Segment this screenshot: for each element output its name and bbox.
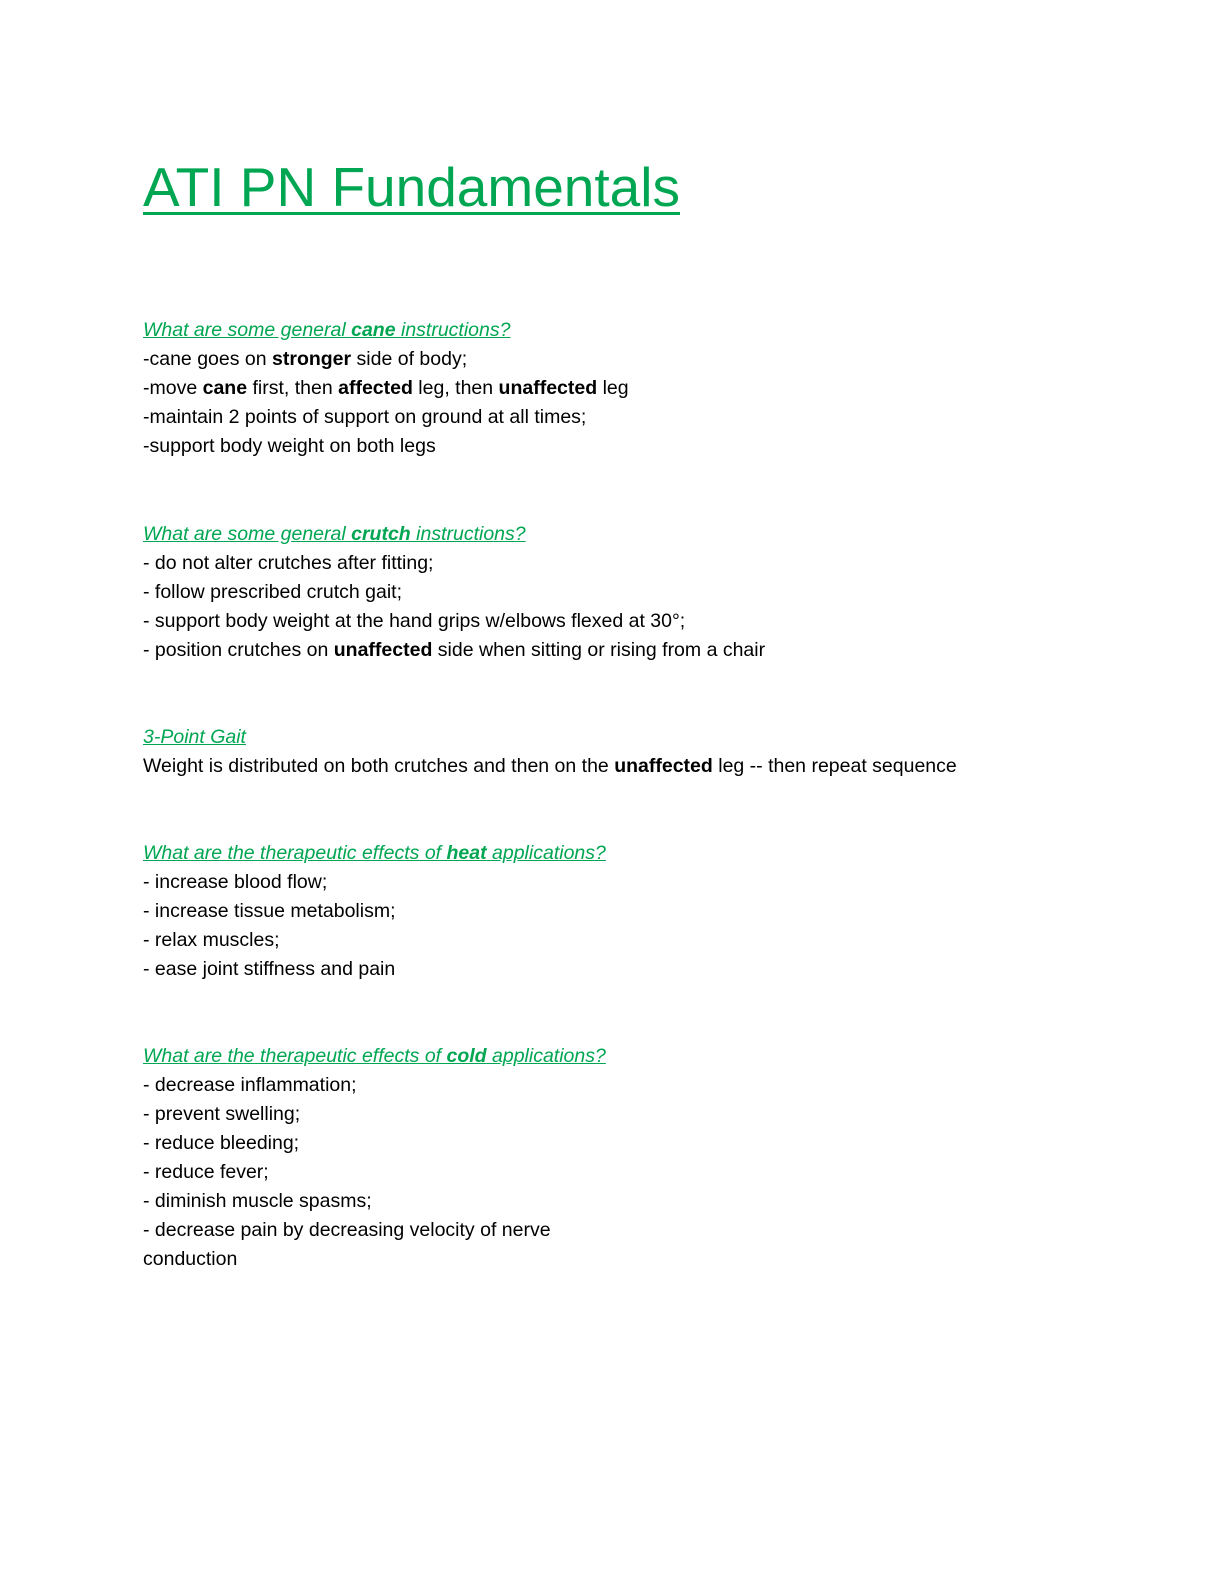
bold-text: unaffected <box>614 755 713 777</box>
list-item <box>143 1216 1143 1245</box>
page-title: ATI PN Fundamentals <box>143 156 680 218</box>
text-run: What are some general <box>143 319 352 341</box>
text-run: -move <box>143 377 203 399</box>
text-run: leg, then <box>412 377 499 399</box>
text-run: first, then <box>247 377 339 399</box>
bold-text: heat <box>446 842 487 864</box>
text-run: - position crutches on <box>143 639 334 661</box>
list-item <box>143 1071 1143 1100</box>
list-item <box>143 432 1143 461</box>
text-run: - prevent swelling; <box>143 1103 301 1125</box>
bold-text: crutch <box>351 523 411 545</box>
bold-text: cane <box>202 377 248 399</box>
section-cold <box>143 1042 1143 1274</box>
text-run: side of body; <box>351 348 468 370</box>
text-run: 3-Point Gait <box>143 726 246 748</box>
list-item <box>143 607 1143 636</box>
text-run: - decrease inflammation; <box>143 1074 357 1096</box>
list-item <box>143 636 1143 665</box>
list-item <box>143 926 1143 955</box>
list-item <box>143 549 1143 578</box>
text-run: - diminish muscle spasms; <box>143 1190 372 1212</box>
text-run: - relax muscles; <box>143 929 280 951</box>
text-run: What are the therapeutic effects of <box>143 842 447 864</box>
section-body <box>143 1071 1143 1274</box>
text-run: - follow prescribed crutch gait; <box>143 581 403 603</box>
section-body <box>143 868 1143 984</box>
section-question <box>143 520 1143 549</box>
section-question <box>143 316 1143 345</box>
list-item <box>143 1245 1143 1274</box>
text-run: -cane goes on <box>143 348 273 370</box>
bold-text: affected <box>338 377 413 399</box>
text-run: - ease joint stiffness and pain <box>143 958 396 980</box>
section-crutch <box>143 520 1143 665</box>
list-item <box>143 1158 1143 1187</box>
bold-text: stronger <box>272 348 352 370</box>
list-item <box>143 1100 1143 1129</box>
text-run: -maintain 2 points of support on ground at all times; <box>143 406 587 428</box>
list-item <box>143 345 1143 374</box>
section-question <box>143 839 1143 868</box>
text-run: - do not alter crutches after fitting; <box>143 552 434 574</box>
list-item <box>143 578 1143 607</box>
text-run: instructions? <box>410 523 526 545</box>
list-item <box>143 374 1143 403</box>
text-run: - reduce bleeding; <box>143 1132 300 1154</box>
text-run: applications? <box>486 842 606 864</box>
list-item <box>143 1129 1143 1158</box>
text-run: - decrease pain by decreasing velocity of nerve <box>143 1219 551 1241</box>
text-run: side when sitting or rising from a chair <box>432 639 766 661</box>
text-run: - increase blood flow; <box>143 871 328 893</box>
text-run: - support body weight at the hand grips w/elbows flexed at 30°; <box>143 610 686 632</box>
document-page <box>143 0 1143 1584</box>
list-item <box>143 955 1143 984</box>
bold-text: cane <box>351 319 396 341</box>
list-item <box>143 868 1143 897</box>
section-3-point-gait <box>143 723 1143 781</box>
list-item <box>143 897 1143 926</box>
section-body <box>143 345 1143 461</box>
section-question <box>143 723 1143 752</box>
text-run: -support body weight on both legs <box>143 435 436 457</box>
list-item <box>143 1187 1143 1216</box>
text-run: - reduce fever; <box>143 1161 269 1183</box>
text-run: applications? <box>486 1045 606 1067</box>
bold-text: unaffected <box>333 639 433 661</box>
text-run: instructions? <box>395 319 511 341</box>
section-body <box>143 752 1143 781</box>
text-run: What are some general <box>143 523 352 545</box>
text-run: - increase tissue metabolism; <box>143 900 396 922</box>
text-run: conduction <box>143 1248 238 1270</box>
text-run: What are the therapeutic effects of <box>143 1045 447 1067</box>
text-run: Weight is distributed on both crutches and then on the <box>143 755 615 777</box>
section-cane <box>143 316 1143 461</box>
section-body <box>143 549 1143 665</box>
bold-text: unaffected <box>498 377 598 399</box>
bold-text: cold <box>446 1045 487 1067</box>
text-run: leg -- then repeat sequence <box>712 755 957 777</box>
text-run: leg <box>597 377 629 399</box>
section-heat <box>143 839 1143 984</box>
list-item <box>143 403 1143 432</box>
list-item <box>143 752 1143 781</box>
section-question <box>143 1042 1143 1071</box>
